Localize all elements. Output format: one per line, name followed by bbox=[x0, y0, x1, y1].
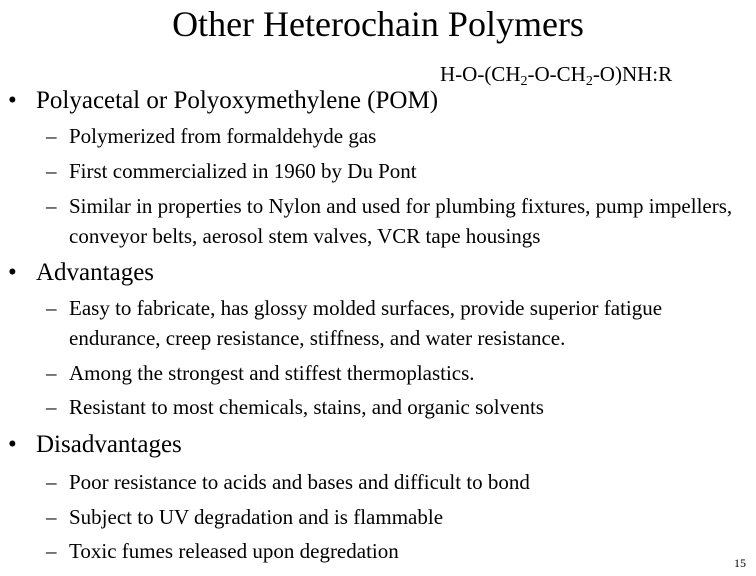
bullet-disadvantages bbox=[8, 430, 182, 460]
sub-item-text: Poor resistance to acids and bases and difficult to bond bbox=[69, 470, 530, 494]
sub-item-text: Among the strongest and stiffest thermoplastics. bbox=[69, 361, 475, 385]
sub-item-text: Resistant to most chemicals, stains, and organic solvents bbox=[69, 395, 544, 419]
sub-item bbox=[46, 293, 751, 353]
sub-dash: – bbox=[46, 159, 57, 183]
sub-item-text: Toxic fumes released upon degredation bbox=[69, 539, 399, 563]
sub-item bbox=[46, 467, 751, 497]
sub-item bbox=[46, 502, 751, 532]
bullet-advantages bbox=[8, 258, 154, 288]
sub-item bbox=[46, 191, 751, 251]
bullet-dot: • bbox=[8, 259, 17, 286]
bullet-heading: Disadvantages bbox=[36, 431, 182, 458]
slide-title: Other Heterochain Polymers bbox=[172, 4, 584, 44]
sub-item bbox=[46, 392, 751, 422]
sub-dash: – bbox=[46, 124, 57, 148]
sub-dash: – bbox=[46, 194, 57, 218]
formula-part: -O)NH:R bbox=[592, 62, 673, 86]
bullet-dot: • bbox=[8, 431, 17, 458]
sub-item-text: Similar in properties to Nylon and used for plumbing fixtures, pump impellers, conveyor belts, aerosol stem valves, VCR tape housings bbox=[69, 194, 733, 248]
sub-dash: – bbox=[46, 395, 57, 419]
page-number: 15 bbox=[734, 556, 746, 570]
formula-subscript: 2 bbox=[520, 74, 528, 89]
formula-part: H-O-(CH bbox=[440, 62, 521, 86]
sub-dash: – bbox=[46, 361, 57, 385]
sub-item-text: First commercialized in 1960 by Du Pont bbox=[69, 159, 417, 183]
sub-item bbox=[46, 358, 751, 388]
sub-item bbox=[46, 536, 751, 566]
sub-item bbox=[46, 121, 751, 151]
bullet-heading: Polyacetal or Polyoxymethylene (POM) bbox=[36, 87, 439, 114]
sub-dash: – bbox=[46, 505, 57, 529]
sub-dash: – bbox=[46, 470, 57, 494]
sub-item bbox=[46, 156, 751, 186]
bullet-heading: Advantages bbox=[36, 259, 155, 286]
chemical-formula bbox=[440, 62, 673, 89]
formula-subscript: 2 bbox=[585, 74, 593, 89]
sub-dash: – bbox=[46, 539, 57, 563]
sub-item-text: Easy to fabricate, has glossy molded surfaces, provide superior fatigue endurance, creep resistance, stiffness, and water resistance. bbox=[69, 296, 663, 350]
bullet-pom bbox=[8, 86, 438, 116]
sub-dash: – bbox=[46, 296, 57, 320]
sub-item-text: Subject to UV degradation and is flammable bbox=[69, 505, 444, 529]
sub-item-text: Polymerized from formaldehyde gas bbox=[69, 124, 377, 148]
formula-part: -O-CH bbox=[527, 62, 586, 86]
bullet-dot: • bbox=[8, 87, 17, 114]
